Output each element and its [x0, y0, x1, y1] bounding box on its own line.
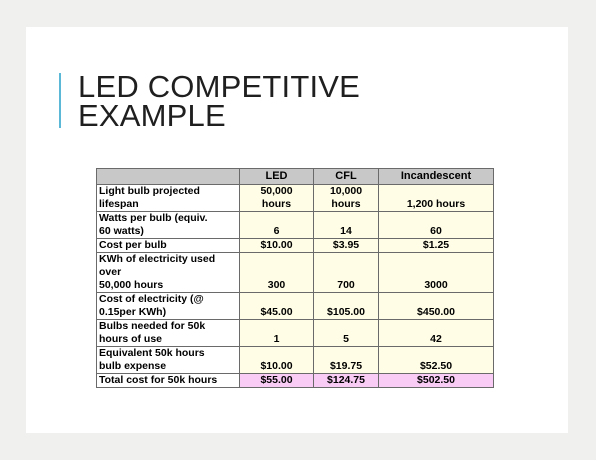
comparison-table [96, 168, 494, 388]
cell-value-line: $1.25 [422, 239, 450, 251]
title-accent-bar [59, 73, 61, 128]
cell-value-line: $450.00 [417, 306, 455, 318]
cell-led [240, 293, 314, 320]
row-label-line: 0.15per KWh) [99, 306, 167, 318]
cell-value-line: $52.50 [419, 360, 453, 372]
cell-value-line: $3.95 [332, 239, 360, 251]
cell-led [240, 320, 314, 347]
cell-cfl [314, 320, 379, 347]
cell-cfl [314, 239, 379, 253]
row-label [97, 374, 240, 388]
header-cfl: CFL [314, 169, 379, 185]
table-row-cost-per-bulb [97, 239, 494, 253]
header-corner-cell [97, 169, 240, 185]
row-label-line: 60 watts) [99, 225, 144, 237]
cell-led [240, 185, 314, 212]
row-label-line: KWh of electricity used [99, 253, 216, 265]
cell-incandescent [379, 253, 494, 293]
row-label-line: Cost of electricity (@ [99, 293, 204, 305]
row-label-line: over [99, 266, 122, 278]
cell-led [240, 253, 314, 293]
cell-led [240, 347, 314, 374]
cell-led [240, 374, 314, 388]
cell-value-line: 5 [343, 333, 349, 345]
row-label-line: lifespan [99, 198, 139, 210]
table-row-lifespan [97, 185, 494, 212]
cell-value-line: $10.00 [260, 360, 293, 372]
cell-value-line: 10,000 [329, 185, 363, 197]
cell-cfl [314, 293, 379, 320]
cell-incandescent [379, 239, 494, 253]
row-label [97, 320, 240, 347]
cell-incandescent [379, 293, 494, 320]
cell-value-line: 14 [340, 225, 352, 237]
cell-value-line: $55.00 [260, 374, 293, 386]
cell-value-line: 1,200 hours [406, 198, 466, 210]
row-label-line: hours of use [99, 333, 163, 345]
cell-incandescent [379, 374, 494, 388]
row-label-line: Bulbs needed for 50k [99, 320, 206, 332]
cell-value-line: 60 [430, 225, 442, 237]
cell-value-line: 300 [267, 279, 286, 291]
row-label-line: bulb expense [99, 360, 167, 372]
cell-value-line: $124.75 [327, 374, 365, 386]
cell-cfl [314, 347, 379, 374]
row-label-line: 50,000 hours [99, 279, 164, 291]
cell-value-line: $45.00 [260, 306, 293, 318]
row-label-line: Light bulb projected [99, 185, 200, 197]
cell-cfl [314, 374, 379, 388]
cell-value-line: 700 [337, 279, 355, 291]
row-label [97, 185, 240, 212]
table-row-electricity-cost [97, 293, 494, 320]
cell-value-line: hours [261, 198, 292, 210]
table-row-kwh-used [97, 253, 494, 293]
row-label [97, 347, 240, 374]
row-label [97, 293, 240, 320]
header-incandescent: Incandescent [379, 169, 494, 185]
row-label [97, 239, 240, 253]
cell-value-line: 3000 [424, 279, 448, 291]
slide-title-line-1: LED COMPETITIVE [78, 69, 361, 104]
table-row-bulb-expense [97, 347, 494, 374]
cell-value-line: $105.00 [327, 306, 365, 318]
slide-title-line-2: EXAMPLE [78, 98, 226, 133]
cell-value-line: 42 [430, 333, 442, 345]
cell-incandescent [379, 347, 494, 374]
cell-value-line: $10.00 [260, 239, 293, 251]
row-label [97, 253, 240, 293]
cell-cfl [314, 253, 379, 293]
cell-value-line: hours [331, 198, 361, 210]
cell-led [240, 239, 314, 253]
cell-value-line: $502.50 [417, 374, 455, 386]
cell-value-line: 6 [273, 225, 280, 237]
cell-led [240, 212, 314, 239]
row-label-line: Cost per bulb [99, 239, 167, 251]
header-led: LED [240, 169, 314, 185]
row-label [97, 212, 240, 239]
table-row-total-cost [97, 374, 494, 388]
slide-title [78, 69, 361, 133]
slide [26, 27, 568, 433]
cell-cfl [314, 185, 379, 212]
cell-cfl [314, 212, 379, 239]
cell-value-line: $19.75 [329, 360, 363, 372]
row-label-line: Watts per bulb (equiv. [99, 212, 208, 224]
row-label-line: Total cost for 50k hours [99, 374, 218, 386]
table-row-watts [97, 212, 494, 239]
table-header-row [97, 169, 494, 185]
row-label-line: Equivalent 50k hours [99, 347, 205, 359]
cell-incandescent [379, 212, 494, 239]
cell-incandescent [379, 320, 494, 347]
cell-value-line: 50,000 [260, 185, 293, 197]
cell-incandescent [379, 185, 494, 212]
cell-value-line: 1 [273, 333, 280, 345]
table-row-bulbs-needed [97, 320, 494, 347]
